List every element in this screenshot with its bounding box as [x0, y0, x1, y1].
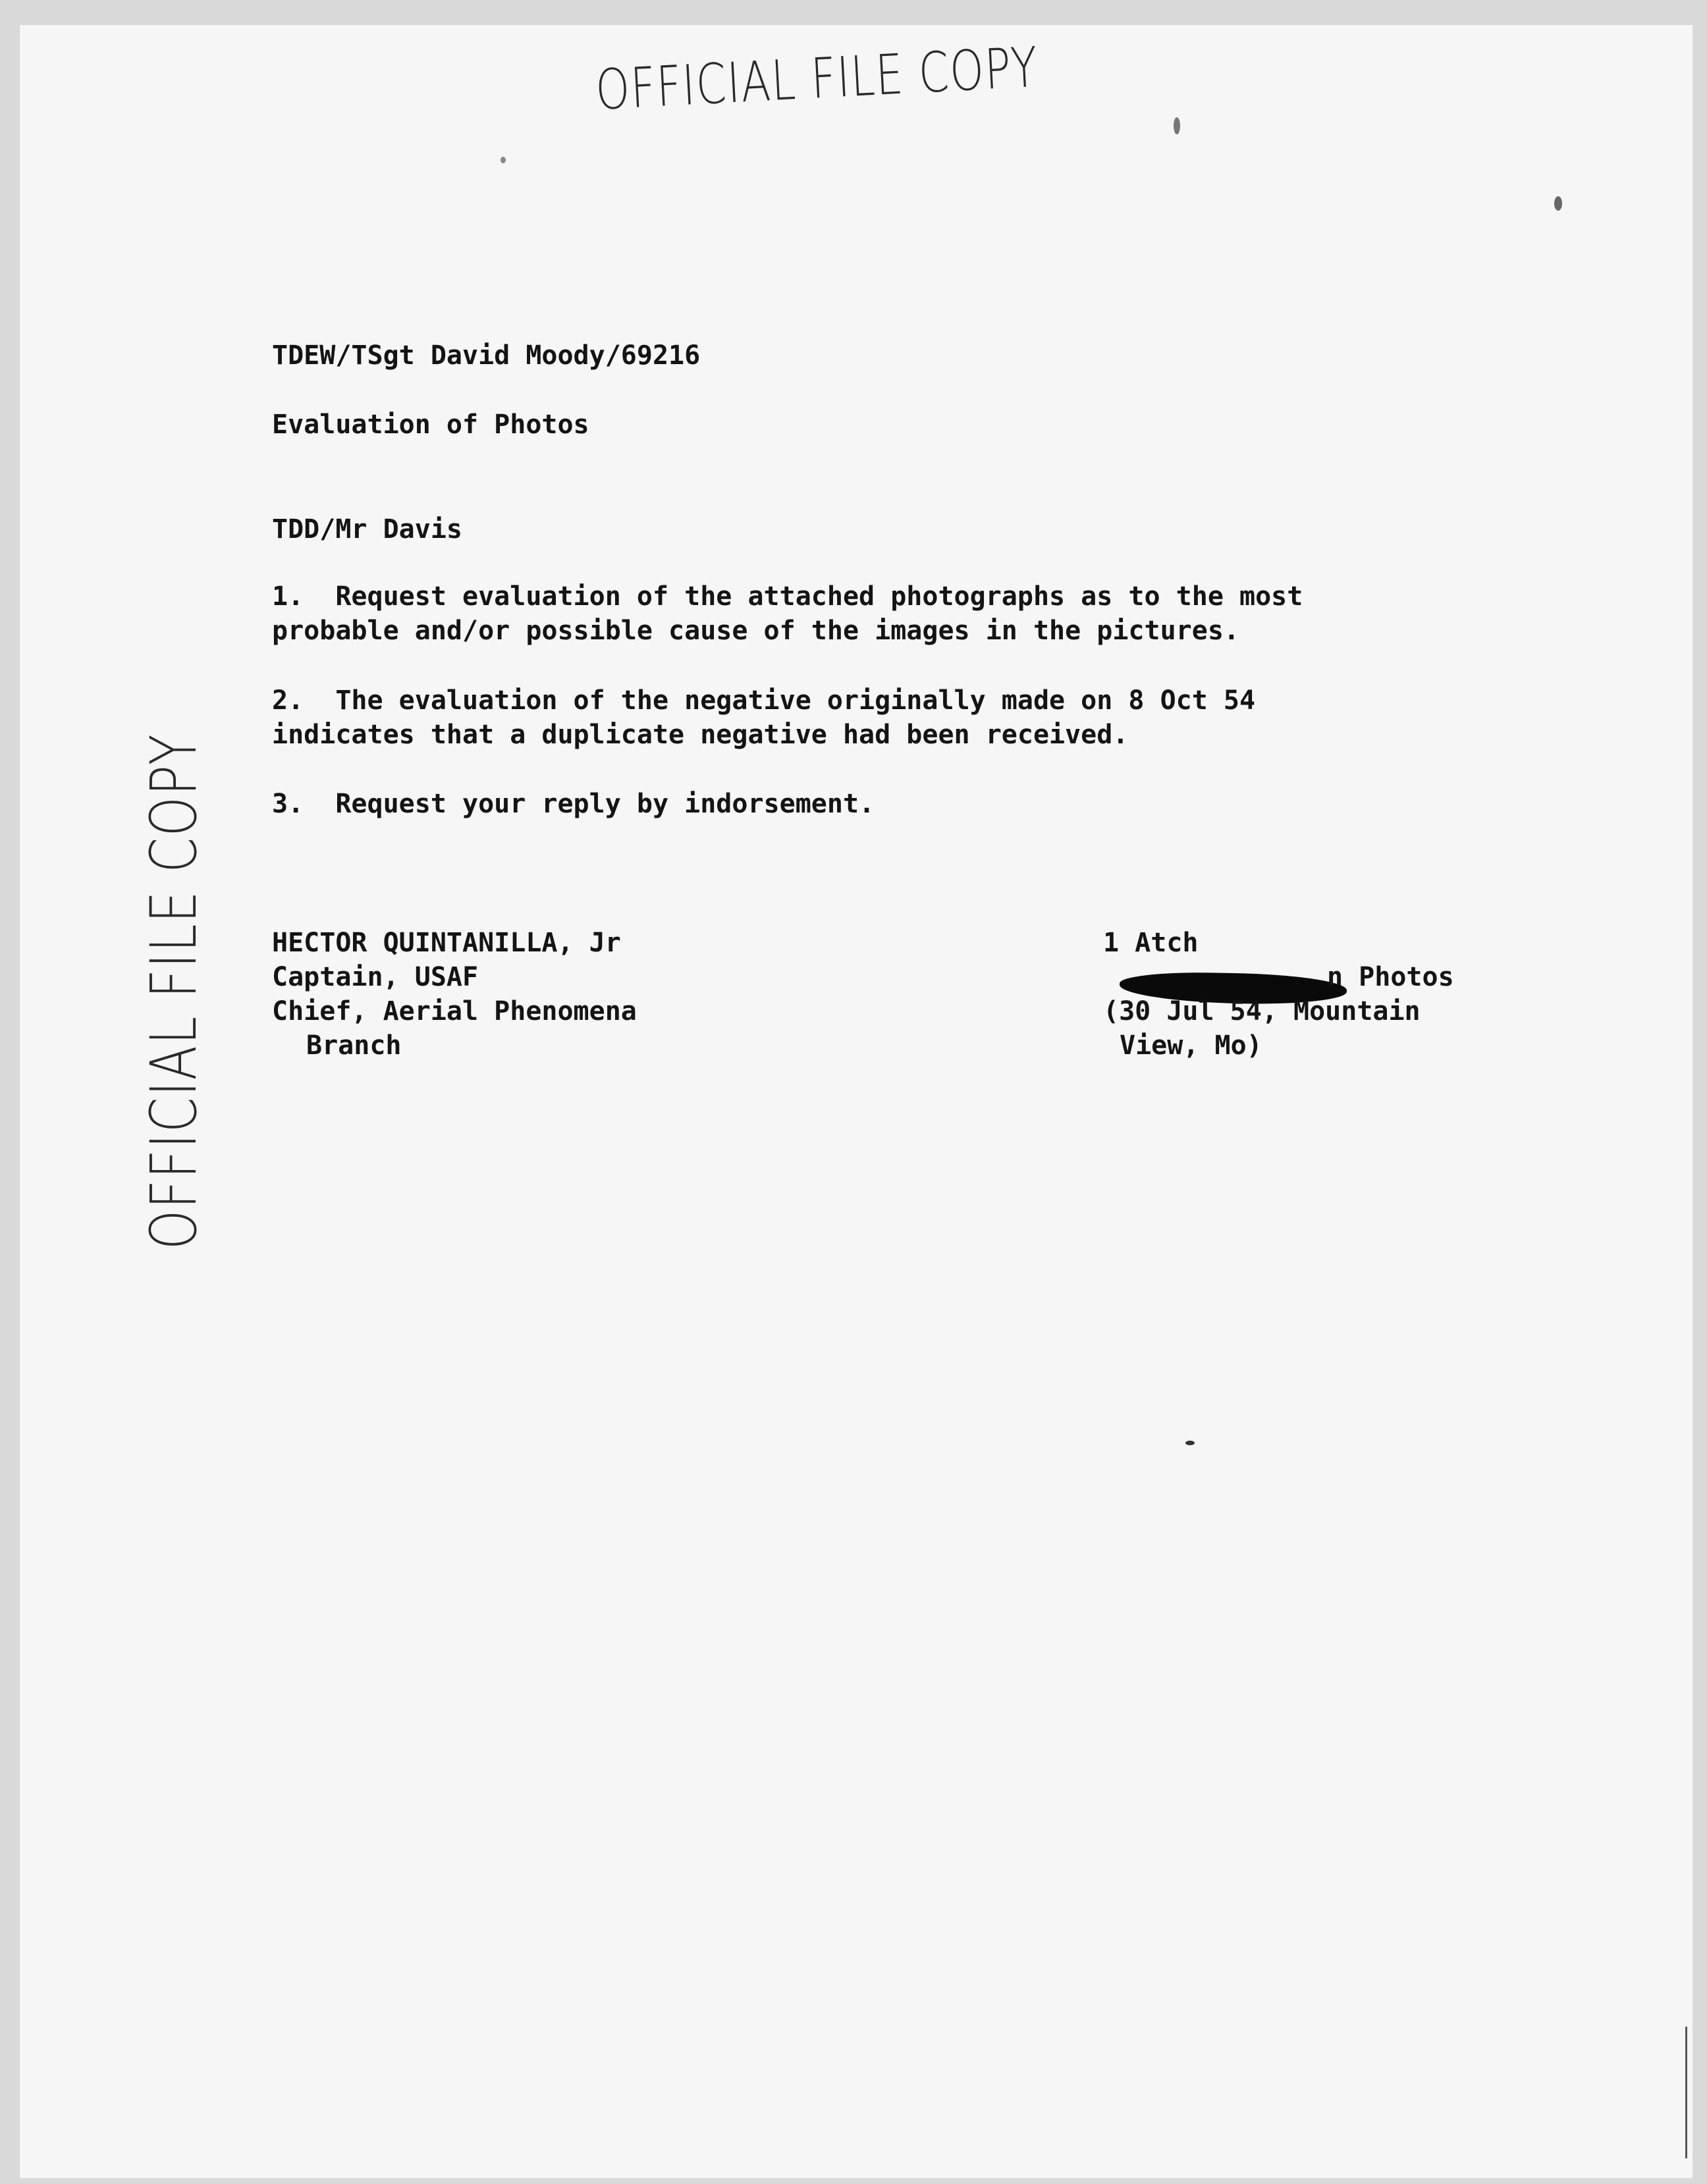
- attachment-line-2: (30 Jul 54, Mountain: [1103, 996, 1421, 1026]
- paragraph-2-line-2: indicates that a duplicate negative had been received.: [272, 720, 1129, 750]
- paragraph-3: 3. Request your reply by indorsement.: [272, 789, 875, 819]
- scan-speck: [1185, 1441, 1195, 1445]
- official-file-copy-stamp-top: OFFICIAL FILE COPY: [594, 34, 1040, 122]
- scan-speck: [501, 157, 506, 163]
- subject-line: Evaluation of Photos: [272, 410, 589, 440]
- attachment-line-1: n Photos: [1327, 962, 1454, 992]
- official-file-copy-stamp-side: OFFICIAL FILE COPY: [137, 733, 211, 1250]
- to-line: TDD/Mr Davis: [272, 514, 462, 545]
- from-line: TDEW/TSgt David Moody/69216: [272, 340, 701, 371]
- signature-title-line-1: Chief, Aerial Phenomena: [272, 996, 637, 1026]
- scan-speck: [1554, 196, 1562, 211]
- signature-rank: Captain, USAF: [272, 962, 479, 992]
- attachment-line-3: View, Mo): [1120, 1030, 1262, 1061]
- signature-name: HECTOR QUINTANILLA, Jr: [272, 928, 621, 958]
- paragraph-2-line-1: 2. The evaluation of the negative originally made on 8 Oct 54: [272, 685, 1256, 716]
- paragraph-1-line-1: 1. Request evaluation of the attached photographs as to the most: [272, 581, 1303, 612]
- scan-speck: [1174, 117, 1180, 134]
- attachment-label: 1 Atch: [1103, 928, 1199, 958]
- scan-edge-mark: [1685, 2027, 1687, 2158]
- signature-title-line-2: Branch: [306, 1030, 402, 1061]
- paragraph-1-line-2: probable and/or possible cause of the images in the pictures.: [272, 616, 1240, 646]
- document-page: [20, 25, 1693, 2178]
